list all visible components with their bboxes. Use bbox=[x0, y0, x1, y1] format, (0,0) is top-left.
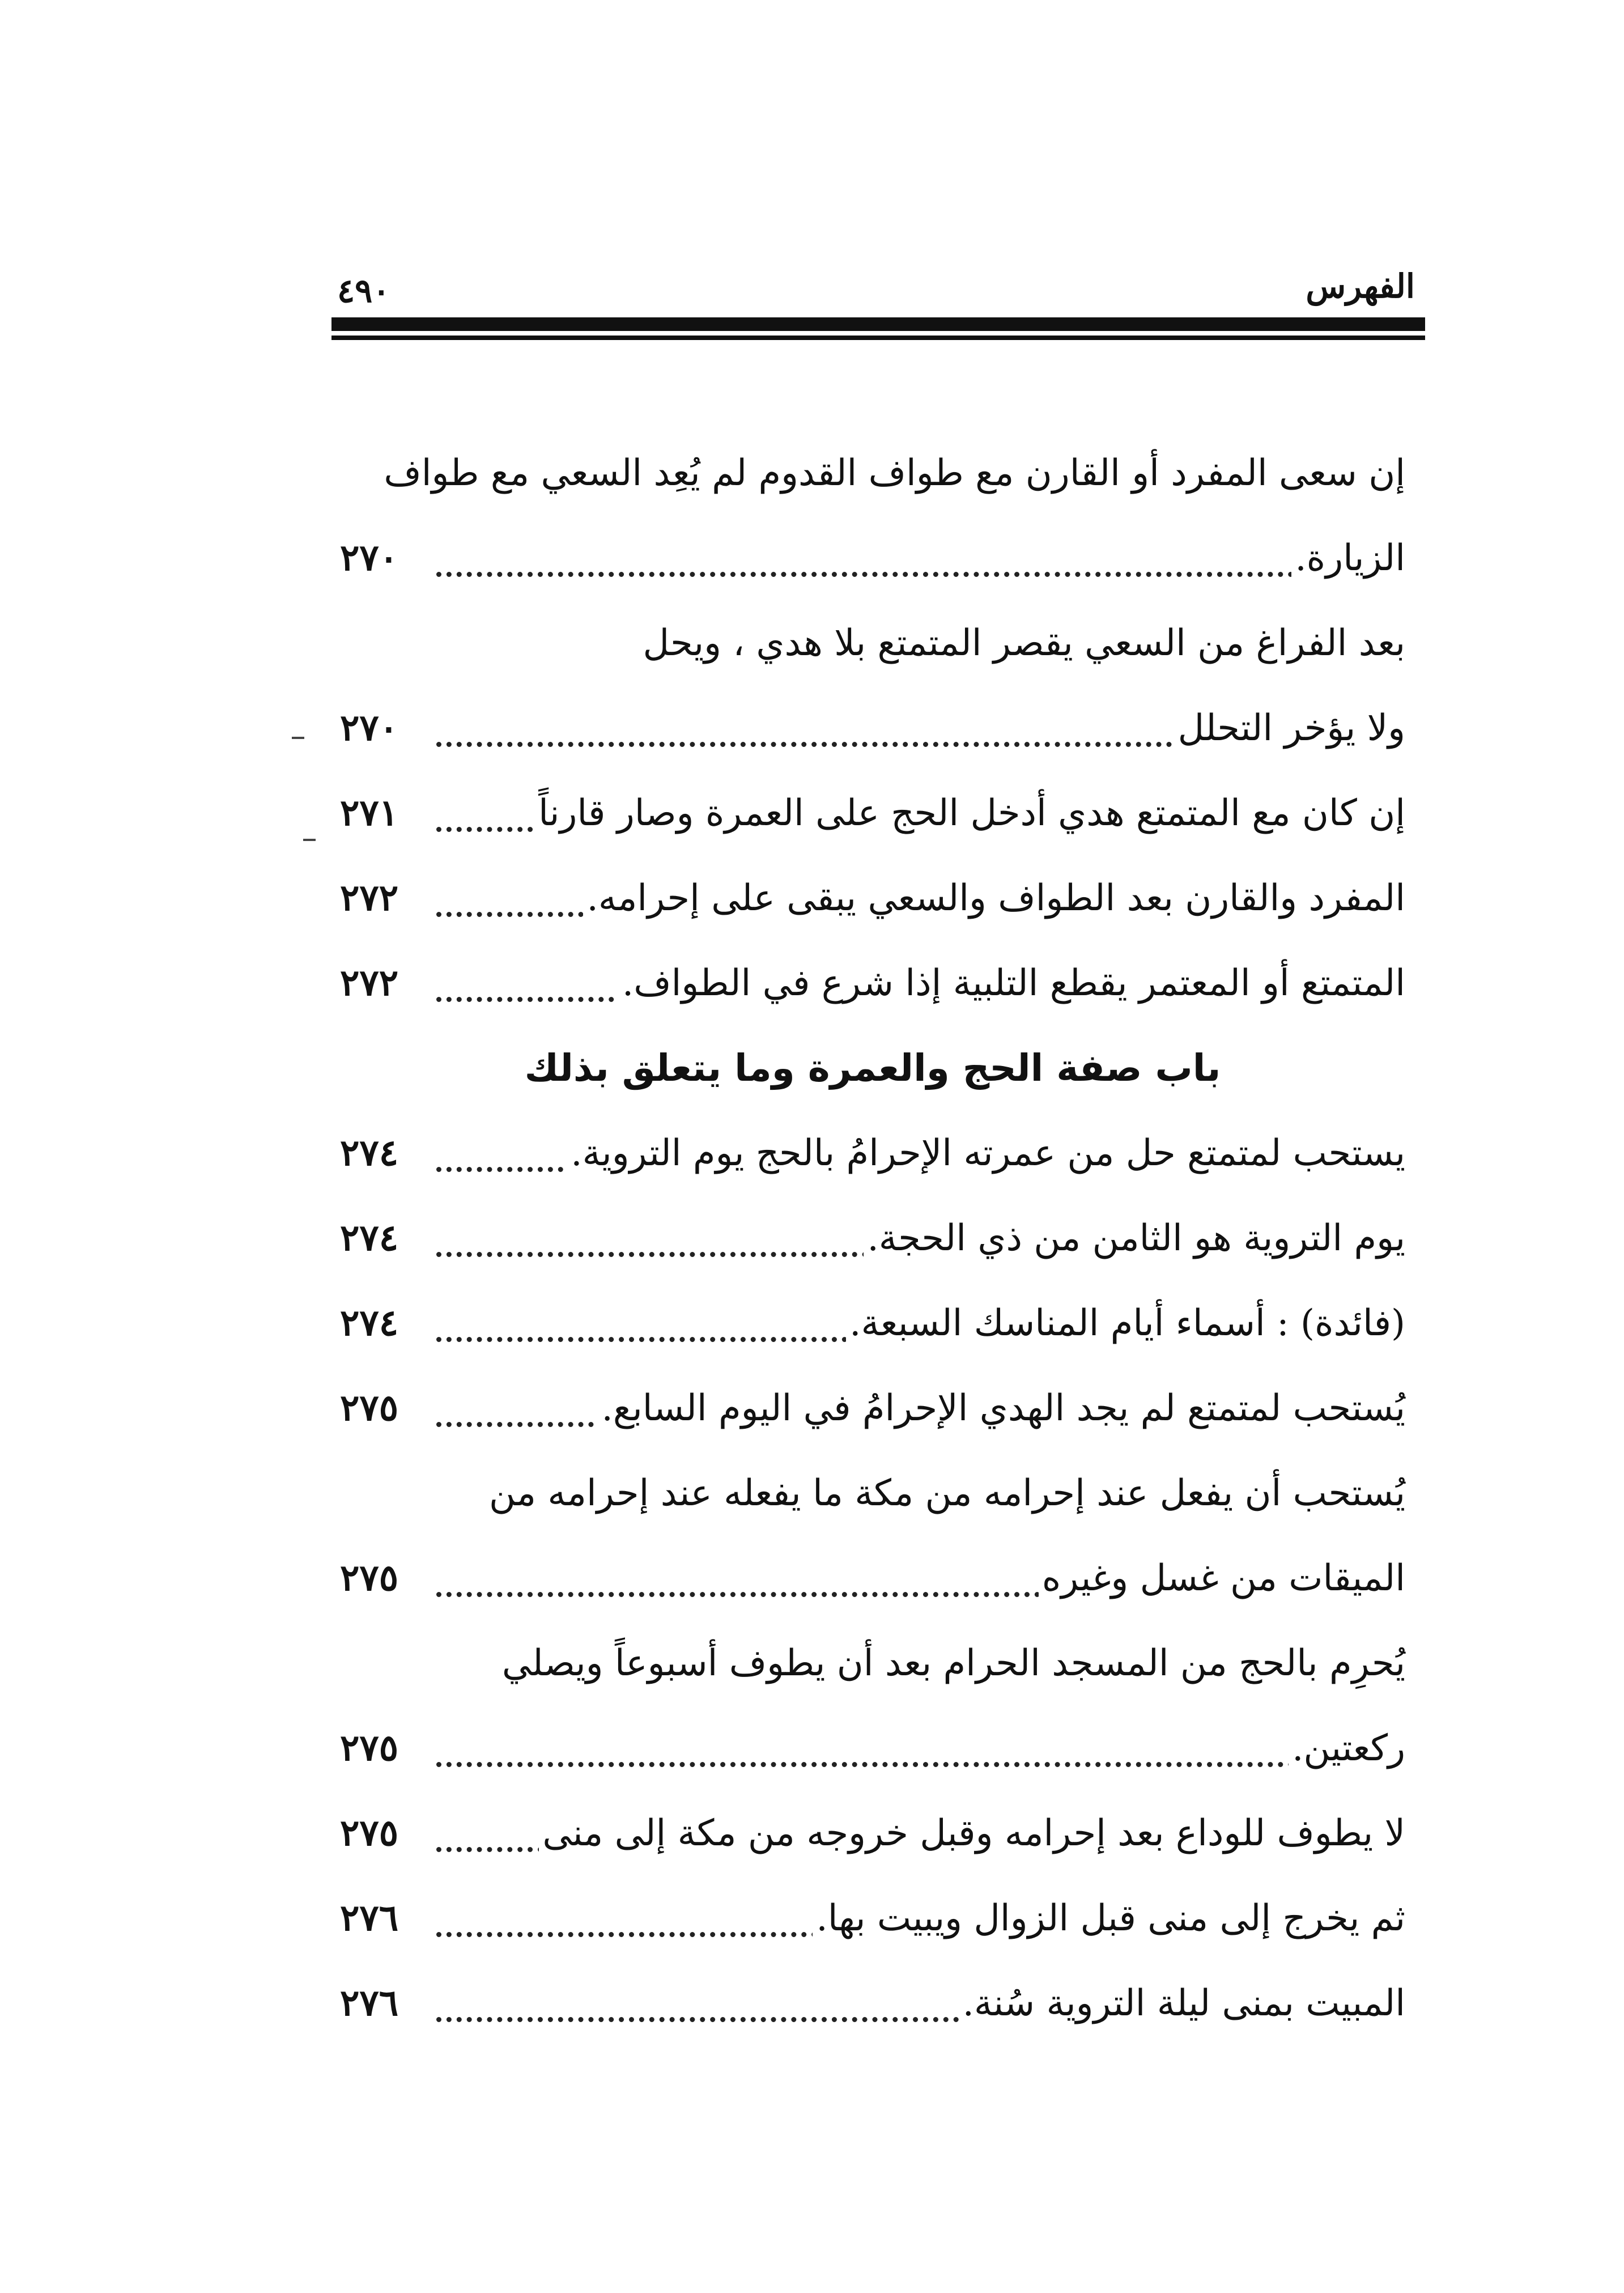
entry-page-number: ٢٧٢ bbox=[340, 962, 399, 1004]
index-entry-line bbox=[340, 431, 1405, 516]
index-entry-line bbox=[340, 686, 1405, 771]
entry-page-number: ٢٧٠ bbox=[340, 707, 399, 749]
entry-page-number: ٢٧٠ bbox=[340, 537, 399, 579]
index-entry-line bbox=[340, 1111, 1405, 1196]
entry-text: الزيارة. bbox=[1291, 516, 1405, 601]
page-header bbox=[331, 258, 1425, 315]
margin-mark bbox=[303, 839, 316, 841]
section-heading: باب صفة الحج والعمرة وما يتعلق بذلك bbox=[524, 1046, 1221, 1090]
dot-leader bbox=[436, 1762, 1405, 1767]
index-entry-line bbox=[340, 1366, 1405, 1451]
header-rule bbox=[331, 317, 1425, 342]
index-content bbox=[340, 431, 1405, 2046]
header-rule-thin bbox=[331, 336, 1425, 340]
entry-text: إن سعى المفرد أو القارن مع طواف القدوم لم يُعِد السعي مع طواف bbox=[380, 431, 1405, 516]
entry-text: ولا يؤخر التحلل bbox=[1175, 686, 1405, 771]
header-title: الفهرس bbox=[1306, 267, 1415, 305]
entry-text: ركعتين. bbox=[1289, 1706, 1405, 1791]
entry-text: يستحب لمتمتع حل من عمرته الإحرامُ بالحج يوم التروية. bbox=[567, 1111, 1405, 1196]
header-rule-thick bbox=[331, 317, 1425, 331]
entry-page-number: ٢٧٥ bbox=[340, 1387, 399, 1429]
margin-mark bbox=[292, 737, 304, 739]
entry-page-number: ٢٧١ bbox=[340, 792, 399, 834]
entry-page-number: ٢٧٤ bbox=[340, 1302, 399, 1344]
index-entry-line bbox=[340, 1791, 1405, 1876]
entry-page-number: ٢٧٥ bbox=[340, 1557, 399, 1599]
index-entry-line bbox=[340, 1876, 1405, 1961]
entry-text: إن كان مع المتمتع هدي أدخل الحج على العمرة وصار قارناً bbox=[535, 771, 1405, 856]
entry-page-number: ٢٧٥ bbox=[340, 1727, 399, 1769]
index-entry-line bbox=[340, 1706, 1405, 1791]
index-entry-line bbox=[340, 1451, 1405, 1536]
index-entry-line bbox=[340, 1281, 1405, 1366]
entry-text: يُحرِم بالحج من المسجد الحرام بعد أن يطوف أسبوعاً ويصلي bbox=[499, 1621, 1405, 1706]
entry-text: يوم التروية هو الثامن من ذي الحجة. bbox=[864, 1196, 1405, 1281]
index-entry-line bbox=[340, 941, 1405, 1026]
dot-leader bbox=[436, 572, 1405, 577]
entry-text: لا يطوف للوداع بعد إحرامه وقبل خروجه من مكة إلى منى bbox=[539, 1791, 1405, 1876]
index-entry-line bbox=[340, 601, 1405, 686]
entry-page-number: ٢٧٥ bbox=[340, 1812, 399, 1854]
entry-page-number: ٢٧٤ bbox=[340, 1217, 399, 1259]
index-entry-line bbox=[340, 1621, 1405, 1706]
index-entry-line bbox=[340, 1196, 1405, 1281]
entry-text: المبيت بمنى ليلة التروية سُنة. bbox=[959, 1961, 1405, 2046]
entry-text: المتمتع أو المعتمر يقطع التلبية إذا شرع في الطواف. bbox=[619, 941, 1405, 1026]
entry-text: بعد الفراغ من السعي يقصر المتمتع بلا هدي ، ويحل bbox=[640, 601, 1405, 686]
index-entry-line bbox=[340, 771, 1405, 856]
entry-text: يُستحب لمتمتع لم يجد الهدي الإحرامُ في اليوم السابع. bbox=[598, 1366, 1405, 1451]
entry-text: يُستحب أن يفعل عند إحرامه من مكة ما يفعله عند إحرامه من bbox=[486, 1451, 1405, 1536]
entry-page-number: ٢٧٦ bbox=[340, 1897, 399, 1939]
page-number: ٤٩٠ bbox=[337, 271, 390, 310]
entry-text: الميقات من غسل وغيره bbox=[1039, 1536, 1405, 1621]
index-entry-line bbox=[340, 1536, 1405, 1621]
entry-text: المفرد والقارن بعد الطواف والسعي يبقى على إحرامه. bbox=[583, 856, 1405, 941]
entry-page-number: ٢٧٦ bbox=[340, 1982, 399, 2024]
index-entry-line bbox=[340, 856, 1405, 941]
entry-page-number: ٢٧٢ bbox=[340, 877, 399, 919]
entry-text: ثم يخرج إلى منى قبل الزوال ويبيت بها. bbox=[813, 1876, 1405, 1961]
entry-page-number: ٢٧٤ bbox=[340, 1132, 399, 1174]
entry-text: (فائدة) : أسماء أيام المناسك السبعة. bbox=[846, 1281, 1405, 1366]
index-entry-line bbox=[340, 516, 1405, 601]
index-entry-line bbox=[340, 1961, 1405, 2046]
